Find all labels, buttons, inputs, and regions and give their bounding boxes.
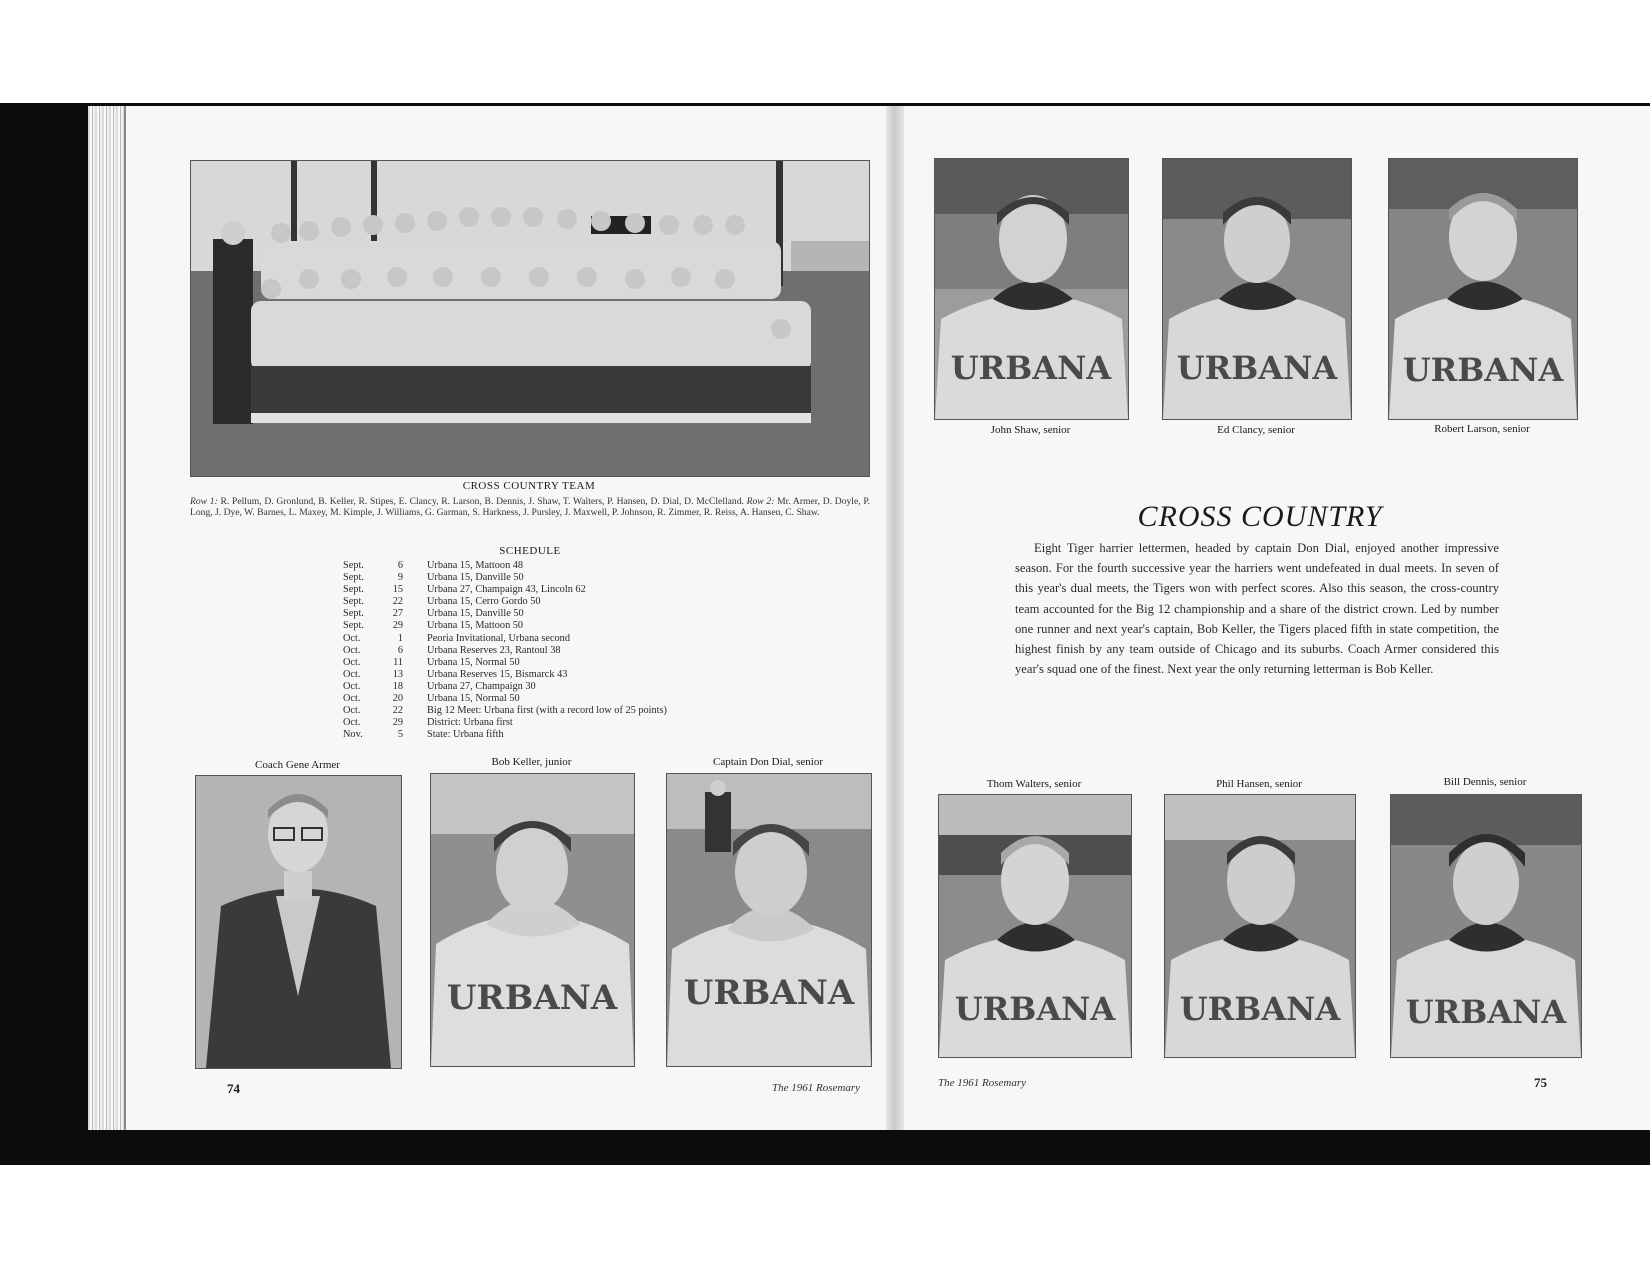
- team-photo-caption: CROSS COUNTRY TEAM: [462, 480, 596, 492]
- schedule-result: Urbana 15, Normal 50: [427, 693, 520, 705]
- schedule-result: Urbana 27, Champaign 30: [427, 680, 536, 692]
- article-body: Eight Tiger harrier lettermen, headed by captain Don Dial, enjoyed another impressive season. For the fourth successive year the harriers went undefeated in dual meets. In seven of this year's dual meets, the Tigers won with perfect scores. Also this season, the cross-country team accounted for the Big 12 championship and a share of the district crown. Led by number one runner and next year's captain, Bob Keller, the Tigers placed fifth in state competition, the highest finish by any team outside of Chicago and its suburbs. Coach Armer considered this year's squad one of the finest. Next year the only returning letterman is Bob Keller.: [1015, 541, 1499, 677]
- schedule-result: Urbana 15, Danville 50: [427, 608, 524, 620]
- schedule-row: [343, 620, 743, 632]
- schedule-month: Sept.: [343, 596, 364, 608]
- roster-row2: Mr. Armer, D. Doyle, P. Long, J. Dye, W. Barnes, L. Maxey, M. Kimple, J. Williams, G. Garman, S. Harkness, J. Pursley, J. Maxwell, P. Johnson, R. Zimmer, R. Reiss, A. Hansen, C. Shaw.: [190, 496, 871, 518]
- schedule-month: Oct.: [343, 680, 361, 692]
- team-group-photo: [190, 160, 870, 477]
- section-title: CROSS COUNTRY: [1137, 500, 1383, 533]
- schedule-month: Oct.: [343, 717, 361, 729]
- portrait-coach-gene-armer: [195, 775, 402, 1069]
- schedule-result: Urbana 15, Danville 50: [427, 572, 524, 584]
- schedule-day: 6: [397, 560, 403, 571]
- shirt-lettering: URBANA: [954, 990, 1116, 1028]
- schedule-month: Sept.: [343, 608, 364, 620]
- schedule-result: Urbana Reserves 15, Bismarck 43: [427, 668, 568, 680]
- page-number-left: 74: [227, 1081, 240, 1096]
- running-footer-right: The 1961 Rosemary: [938, 1077, 1026, 1089]
- schedule-row: [343, 717, 743, 729]
- schedule-month: Oct.: [343, 656, 361, 668]
- schedule-day: 15: [392, 584, 403, 596]
- schedule-result: Urbana 27, Champaign 43, Lincoln 62: [427, 584, 586, 596]
- schedule-row: [343, 633, 743, 645]
- schedule-month: Oct.: [343, 644, 361, 656]
- portrait-bill-dennis: [1390, 794, 1582, 1058]
- schedule-month: Sept.: [343, 560, 364, 571]
- schedule-row: [343, 705, 743, 717]
- page-number-right: 75: [1534, 1075, 1547, 1090]
- schedule-row: [343, 596, 743, 608]
- roster-row1-label: Row 1:: [190, 496, 218, 507]
- portrait-caption-shaw: John Shaw, senior: [990, 424, 1071, 436]
- portrait-caption-dial: Captain Don Dial, senior: [713, 756, 823, 768]
- schedule-row: [343, 669, 743, 681]
- page-stack-edge: [88, 106, 124, 1130]
- schedule-day: 11: [393, 656, 403, 668]
- portrait-ed-clancy: [1162, 158, 1352, 420]
- portrait-caption-hansen: Phil Hansen, senior: [1216, 778, 1302, 790]
- schedule-result: Urbana 15, Mattoon 48: [427, 560, 524, 571]
- schedule-day: 20: [392, 693, 403, 705]
- schedule-result: Urbana 15, Cerro Gordo 50: [427, 596, 541, 608]
- shirt-lettering: URBANA: [1176, 349, 1338, 387]
- portrait-robert-larson: [1388, 158, 1578, 420]
- schedule-month: Nov.: [343, 729, 363, 741]
- schedule-day: 22: [392, 596, 403, 608]
- portrait-caption-larson: Robert Larson, senior: [1434, 423, 1530, 435]
- schedule-month: Sept.: [343, 620, 364, 632]
- schedule-day: 27: [392, 608, 403, 620]
- schedule-row: [343, 584, 743, 596]
- schedule-heading: SCHEDULE: [499, 545, 561, 557]
- shirt-lettering: URBANA: [1405, 993, 1567, 1031]
- schedule-day: 22: [392, 705, 403, 717]
- portrait-john-shaw: [934, 158, 1129, 420]
- schedule-row: [343, 572, 743, 584]
- portrait-caption-clancy: Ed Clancy, senior: [1217, 424, 1295, 436]
- portrait-caption-keller: Bob Keller, junior: [491, 756, 572, 768]
- portrait-caption-dennis: Bill Dennis, senior: [1443, 776, 1527, 788]
- schedule-day: 9: [397, 572, 403, 584]
- schedule-month: Sept.: [343, 584, 364, 596]
- schedule-month: Sept.: [343, 572, 364, 584]
- schedule-month: Oct.: [343, 632, 361, 644]
- schedule-row: [343, 657, 743, 669]
- portrait-bob-keller: [430, 773, 635, 1067]
- portrait-don-dial: [666, 773, 872, 1067]
- schedule-result: Urbana Reserves 23, Rantoul 38: [427, 644, 561, 656]
- roster-row1: R. Pellum, D. Gronlund, B. Keller, R. Stipes, E. Clancy, R. Larson, B. Dennis, J. Shaw, T. Walters, P. Hansen, D. Dial, D. McClelland.: [217, 496, 747, 507]
- schedule-row: [343, 729, 743, 741]
- shirt-lettering: URBANA: [1402, 351, 1564, 389]
- portrait-thom-walters: [938, 794, 1132, 1058]
- schedule-result: Peoria Invitational, Urbana second: [427, 632, 570, 644]
- schedule-day: 13: [392, 668, 403, 680]
- portrait-phil-hansen: [1164, 794, 1356, 1058]
- book-gutter: [886, 106, 904, 1130]
- schedule-list: [343, 560, 743, 741]
- schedule-day: 5: [397, 729, 403, 741]
- schedule-row: [343, 645, 743, 657]
- schedule-day: 1: [397, 632, 403, 644]
- shirt-lettering: URBANA: [950, 349, 1112, 387]
- running-footer-left: The 1961 Rosemary: [772, 1082, 860, 1094]
- schedule-day: 29: [392, 717, 403, 729]
- svg-text:URBANA: URBANA: [683, 973, 855, 1013]
- schedule-day: 18: [392, 680, 403, 692]
- portrait-caption-walters: Thom Walters, senior: [986, 778, 1082, 790]
- shirt-lettering: URBANA: [1179, 990, 1341, 1028]
- schedule-result: Big 12 Meet: Urbana first (with a record low of 25 points): [427, 705, 667, 717]
- schedule-row: [343, 681, 743, 693]
- schedule-result: District: Urbana first: [427, 717, 513, 729]
- schedule-result: State: Urbana fifth: [427, 729, 504, 741]
- schedule-month: Oct.: [343, 705, 361, 717]
- schedule-row: [343, 608, 743, 620]
- schedule-month: Oct.: [343, 668, 361, 680]
- schedule-result: Urbana 15, Normal 50: [427, 656, 520, 668]
- schedule-result: Urbana 15, Mattoon 50: [427, 620, 524, 632]
- team-roster: [190, 496, 870, 518]
- portrait-caption-coach: Coach Gene Armer: [255, 759, 340, 771]
- schedule-row: [343, 693, 743, 705]
- svg-text:URBANA: URBANA: [446, 978, 618, 1018]
- schedule-day: 6: [397, 644, 403, 656]
- schedule-month: Oct.: [343, 693, 361, 705]
- roster-row2-label: Row 2:: [746, 496, 775, 507]
- schedule-day: 29: [392, 620, 403, 632]
- schedule-row: [343, 560, 743, 572]
